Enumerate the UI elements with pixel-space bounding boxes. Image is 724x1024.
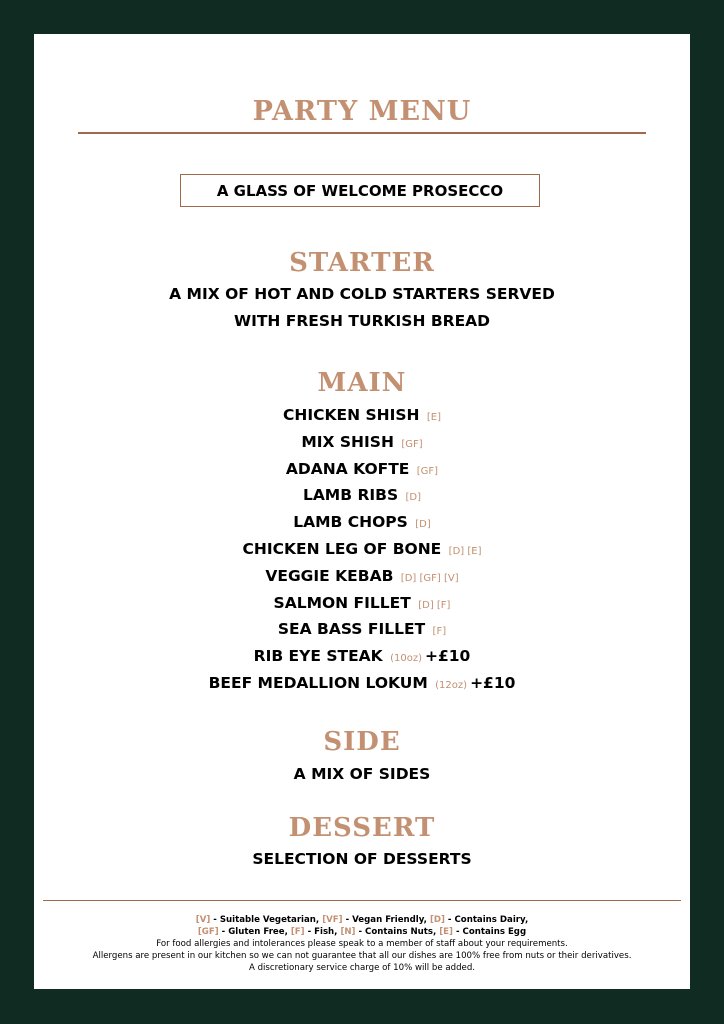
dessert-title: DESSERT: [288, 813, 436, 843]
dish-item: [34, 673, 690, 696]
allergen-code: [F]: [290, 927, 305, 937]
allergen-code: [D]: [429, 915, 445, 925]
allergen-code: [E]: [439, 927, 453, 937]
dish-name: LAMB RIBS: [302, 486, 399, 505]
dish-allergen-tags: [F]: [432, 626, 447, 638]
allergy-note: For food allergies and intolerances please speak to a member of staff about your requirements.: [156, 939, 568, 949]
dish-supplement-price: +£10: [425, 647, 471, 666]
dish-item: [34, 593, 690, 616]
allergen-code: [V]: [195, 915, 211, 925]
dish-allergen-tags: [D] [F]: [418, 599, 451, 611]
dish-item: [34, 619, 690, 642]
allergen-legend-line-2: [34, 926, 690, 938]
side-title: SIDE: [323, 727, 401, 757]
allergen-footer: [34, 914, 690, 974]
service-charge-note: A discretionary service charge of 10% will be added.: [248, 963, 476, 973]
dish-item: [34, 646, 690, 669]
starter-line-2: WITH FRESH TURKISH BREAD: [233, 312, 491, 330]
dish-name: CHICKEN SHISH: [282, 406, 420, 424]
dessert-line: SELECTION OF DESSERTS: [252, 850, 472, 868]
allergen-description: - Contains Egg: [452, 927, 527, 937]
welcome-label: A GLASS OF WELCOME PROSECCO: [216, 181, 504, 200]
allergen-description: - Fish,: [304, 927, 341, 937]
dish-allergen-tags: [GF]: [401, 438, 423, 450]
footer-divider: [43, 900, 681, 901]
dish-allergen-tags: [D] [GF] [V]: [400, 572, 459, 584]
dish-allergen-tags: [D] [E]: [448, 546, 482, 557]
dish-supplement-price: +£10: [470, 674, 516, 692]
allergen-description: - Contains Nuts,: [355, 927, 440, 937]
allergen-description: - Contains Dairy,: [444, 915, 529, 925]
dish-name: RIB EYE STEAK: [253, 647, 383, 666]
dish-allergen-tags: [D]: [405, 492, 422, 504]
dish-item: [34, 485, 690, 508]
menu-page: [34, 34, 690, 989]
dish-item: [34, 405, 690, 428]
dish-allergen-tags: (12oz): [435, 680, 468, 691]
dish-item: [34, 459, 690, 482]
allergen-warning: Allergens are present in our kitchen so we can not guarantee that all our dishes are 100% free from nuts or their derivatives.: [92, 951, 632, 961]
welcome-box: [180, 174, 540, 207]
dish-allergen-tags: [D]: [415, 519, 431, 531]
allergen-description: - Suitable Vegetarian,: [210, 915, 323, 925]
main-title: MAIN: [317, 368, 407, 398]
allergen-code: [VF]: [322, 915, 343, 925]
page-title: PARTY MENU: [252, 96, 472, 127]
dish-name: MIX SHISH: [301, 432, 394, 451]
starter-line-1: A MIX OF HOT AND COLD STARTERS SERVED: [169, 285, 555, 303]
dish-allergen-tags: [E]: [426, 412, 442, 423]
starter-title: STARTER: [289, 248, 435, 278]
allergen-code: [GF]: [197, 927, 219, 937]
dish-allergen-tags: [GF]: [416, 465, 439, 477]
dish-item: [34, 566, 690, 589]
dish-name: LAMB CHOPS: [293, 513, 408, 532]
dish-item: [34, 539, 690, 562]
dish-name: CHICKEN LEG OF BONE: [242, 540, 442, 558]
allergen-code: [N]: [340, 927, 356, 937]
dish-item: [34, 432, 690, 455]
dish-name: BEEF MEDALLION LOKUM: [208, 674, 428, 692]
dish-name: SEA BASS FILLET: [277, 620, 426, 639]
allergen-description: - Vegan Friendly,: [342, 915, 430, 925]
title-divider: [78, 132, 646, 134]
dish-name: ADANA KOFTE: [285, 459, 410, 478]
dish-name: VEGGIE KEBAB: [265, 566, 394, 585]
dish-item: [34, 512, 690, 535]
allergen-description: - Gluten Free,: [218, 927, 291, 937]
allergen-legend-line-1: [34, 914, 690, 926]
side-line: A MIX OF SIDES: [293, 765, 431, 783]
dish-name: SALMON FILLET: [273, 593, 411, 612]
dish-allergen-tags: (10oz): [390, 653, 422, 665]
